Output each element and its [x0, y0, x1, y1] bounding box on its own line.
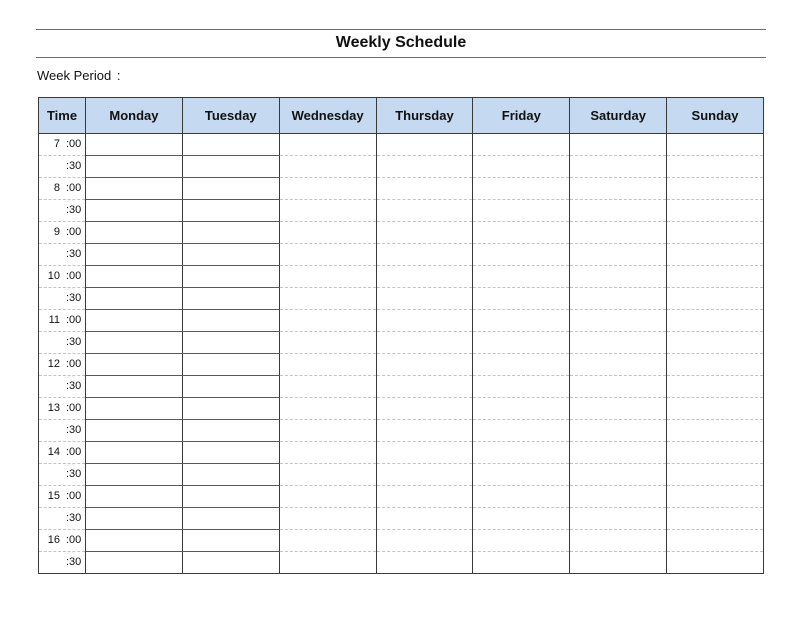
slot-tuesday[interactable] [182, 156, 279, 178]
slot-sunday[interactable] [667, 442, 764, 464]
time-slot-row [39, 508, 764, 530]
slot-sunday[interactable] [667, 178, 764, 200]
time-minute: :30 [66, 248, 82, 260]
time-minute: :00 [66, 446, 82, 458]
slot-tuesday[interactable] [182, 354, 279, 376]
time-slot-row [39, 266, 764, 288]
time-hour: 11 [48, 314, 60, 326]
slot-friday[interactable] [473, 332, 570, 354]
schedule-table [38, 97, 764, 574]
slot-wednesday[interactable] [279, 486, 376, 508]
slot-wednesday[interactable] [279, 288, 376, 310]
slot-monday[interactable] [86, 222, 183, 244]
slot-friday[interactable] [473, 310, 570, 332]
slot-saturday[interactable] [570, 464, 667, 486]
time-minute: :30 [66, 468, 82, 480]
slot-tuesday[interactable] [182, 200, 279, 222]
time-cell [39, 310, 86, 332]
slot-saturday[interactable] [570, 552, 667, 574]
slot-monday[interactable] [86, 530, 183, 552]
slot-saturday[interactable] [570, 398, 667, 420]
slot-tuesday[interactable] [182, 222, 279, 244]
slot-sunday[interactable] [667, 244, 764, 266]
slot-sunday[interactable] [667, 200, 764, 222]
slot-friday[interactable] [473, 266, 570, 288]
time-slot-row [39, 288, 764, 310]
slot-friday[interactable] [473, 508, 570, 530]
time-minute: :00 [66, 182, 82, 194]
time-cell [39, 464, 86, 486]
slot-tuesday[interactable] [182, 134, 279, 156]
slot-tuesday[interactable] [182, 508, 279, 530]
slot-friday[interactable] [473, 464, 570, 486]
time-cell [39, 244, 86, 266]
time-slot-row [39, 222, 764, 244]
time-cell [39, 442, 86, 464]
time-hour: 15 [47, 490, 60, 502]
time-hour: 10 [47, 270, 60, 282]
time-slot-row [39, 376, 764, 398]
time-cell [39, 376, 86, 398]
time-slot-row [39, 354, 764, 376]
slot-saturday[interactable] [570, 530, 667, 552]
slot-monday[interactable] [86, 288, 183, 310]
time-slot-row [39, 156, 764, 178]
time-hour: 12 [47, 358, 60, 370]
slot-thursday[interactable] [376, 134, 473, 156]
time-cell [39, 134, 86, 156]
header-row [39, 98, 764, 134]
time-slot-row [39, 420, 764, 442]
time-minute: :30 [66, 556, 82, 568]
slot-friday[interactable] [473, 552, 570, 574]
slot-monday[interactable] [86, 464, 183, 486]
slot-tuesday[interactable] [182, 266, 279, 288]
slot-saturday[interactable] [570, 200, 667, 222]
slot-monday[interactable] [86, 332, 183, 354]
slot-thursday[interactable] [376, 398, 473, 420]
slot-thursday[interactable] [376, 222, 473, 244]
header-wednesday: Wednesday [279, 98, 376, 134]
slot-monday[interactable] [86, 156, 183, 178]
time-slot-row [39, 244, 764, 266]
slot-friday[interactable] [473, 244, 570, 266]
slot-thursday[interactable] [376, 156, 473, 178]
slot-monday[interactable] [86, 420, 183, 442]
time-cell [39, 332, 86, 354]
slot-monday[interactable] [86, 310, 183, 332]
slot-wednesday[interactable] [279, 266, 376, 288]
slot-friday[interactable] [473, 376, 570, 398]
slot-wednesday[interactable] [279, 552, 376, 574]
time-hour: 16 [47, 534, 60, 546]
time-hour: 7 [53, 138, 60, 150]
slot-wednesday[interactable] [279, 420, 376, 442]
time-slot-row [39, 442, 764, 464]
time-minute: :00 [66, 314, 82, 326]
slot-thursday[interactable] [376, 178, 473, 200]
slot-monday[interactable] [86, 266, 183, 288]
time-hour: 8 [53, 182, 60, 194]
schedule-body [39, 134, 764, 574]
slot-monday[interactable] [86, 398, 183, 420]
slot-tuesday[interactable] [182, 442, 279, 464]
slot-wednesday[interactable] [279, 464, 376, 486]
slot-monday[interactable] [86, 178, 183, 200]
header-time: Time [39, 98, 86, 134]
slot-friday[interactable] [473, 156, 570, 178]
slot-sunday[interactable] [667, 530, 764, 552]
header-thursday: Thursday [376, 98, 473, 134]
slot-thursday[interactable] [376, 486, 473, 508]
slot-saturday[interactable] [570, 266, 667, 288]
slot-sunday[interactable] [667, 222, 764, 244]
header-saturday: Saturday [570, 98, 667, 134]
slot-tuesday[interactable] [182, 244, 279, 266]
slot-tuesday[interactable] [182, 332, 279, 354]
time-slot-row [39, 178, 764, 200]
slot-friday[interactable] [473, 398, 570, 420]
slot-saturday[interactable] [570, 442, 667, 464]
time-cell [39, 178, 86, 200]
slot-saturday[interactable] [570, 288, 667, 310]
week-period-text: Week Period [37, 68, 112, 83]
time-slot-row [39, 530, 764, 552]
time-cell [39, 552, 86, 574]
slot-friday[interactable] [473, 200, 570, 222]
slot-sunday[interactable] [667, 508, 764, 530]
slot-monday[interactable] [86, 486, 183, 508]
slot-sunday[interactable] [667, 398, 764, 420]
slot-tuesday[interactable] [182, 310, 279, 332]
slot-sunday[interactable] [667, 332, 764, 354]
slot-friday[interactable] [473, 442, 570, 464]
time-minute: :30 [66, 512, 82, 524]
slot-wednesday[interactable] [279, 200, 376, 222]
slot-saturday[interactable] [570, 178, 667, 200]
slot-tuesday[interactable] [182, 376, 279, 398]
slot-tuesday[interactable] [182, 420, 279, 442]
time-cell [39, 222, 86, 244]
slot-tuesday[interactable] [182, 552, 279, 574]
slot-wednesday[interactable] [279, 310, 376, 332]
slot-tuesday[interactable] [182, 464, 279, 486]
slot-thursday[interactable] [376, 310, 473, 332]
slot-monday[interactable] [86, 552, 183, 574]
slot-friday[interactable] [473, 134, 570, 156]
slot-saturday[interactable] [570, 376, 667, 398]
slot-sunday[interactable] [667, 156, 764, 178]
time-cell [39, 486, 86, 508]
time-slot-row [39, 310, 764, 332]
time-slot-row [39, 552, 764, 574]
header-friday: Friday [473, 98, 570, 134]
time-cell [39, 266, 86, 288]
slot-thursday[interactable] [376, 200, 473, 222]
slot-wednesday[interactable] [279, 376, 376, 398]
slot-tuesday[interactable] [182, 178, 279, 200]
slot-sunday[interactable] [667, 464, 764, 486]
slot-sunday[interactable] [667, 376, 764, 398]
slot-sunday[interactable] [667, 288, 764, 310]
slot-wednesday[interactable] [279, 134, 376, 156]
slot-sunday[interactable] [667, 486, 764, 508]
week-period-colon: : [116, 68, 121, 83]
slot-wednesday[interactable] [279, 244, 376, 266]
slot-sunday[interactable] [667, 266, 764, 288]
slot-thursday[interactable] [376, 376, 473, 398]
slot-saturday[interactable] [570, 156, 667, 178]
slot-wednesday[interactable] [279, 156, 376, 178]
time-slot-row [39, 134, 764, 156]
slot-friday[interactable] [473, 288, 570, 310]
slot-wednesday[interactable] [279, 222, 376, 244]
slot-tuesday[interactable] [182, 530, 279, 552]
slot-monday[interactable] [86, 508, 183, 530]
slot-monday[interactable] [86, 134, 183, 156]
slot-monday[interactable] [86, 244, 183, 266]
slot-thursday[interactable] [376, 420, 473, 442]
header-tuesday: Tuesday [182, 98, 279, 134]
time-minute: :30 [66, 336, 82, 348]
slot-saturday[interactable] [570, 134, 667, 156]
time-minute: :00 [66, 138, 82, 150]
slot-sunday[interactable] [667, 552, 764, 574]
slot-monday[interactable] [86, 354, 183, 376]
slot-sunday[interactable] [667, 354, 764, 376]
slot-saturday[interactable] [570, 486, 667, 508]
slot-monday[interactable] [86, 376, 183, 398]
slot-tuesday[interactable] [182, 398, 279, 420]
slot-wednesday[interactable] [279, 398, 376, 420]
slot-thursday[interactable] [376, 266, 473, 288]
slot-friday[interactable] [473, 420, 570, 442]
time-minute: :30 [66, 204, 82, 216]
header-sunday: Sunday [667, 98, 764, 134]
title-rule-top [36, 29, 766, 30]
slot-friday[interactable] [473, 222, 570, 244]
time-minute: :30 [66, 380, 82, 392]
slot-thursday[interactable] [376, 508, 473, 530]
slot-monday[interactable] [86, 442, 183, 464]
slot-thursday[interactable] [376, 530, 473, 552]
slot-wednesday[interactable] [279, 508, 376, 530]
slot-sunday[interactable] [667, 420, 764, 442]
slot-wednesday[interactable] [279, 354, 376, 376]
time-cell [39, 508, 86, 530]
slot-saturday[interactable] [570, 244, 667, 266]
time-minute: :00 [66, 358, 82, 370]
slot-wednesday[interactable] [279, 178, 376, 200]
time-minute: :30 [66, 424, 82, 436]
page-title: Weekly Schedule [335, 34, 467, 51]
time-slot-row [39, 200, 764, 222]
slot-wednesday[interactable] [279, 332, 376, 354]
slot-friday[interactable] [473, 486, 570, 508]
header-monday: Monday [86, 98, 183, 134]
time-minute: :00 [66, 270, 82, 282]
time-slot-row [39, 464, 764, 486]
slot-wednesday[interactable] [279, 442, 376, 464]
time-minute: :00 [66, 226, 82, 238]
time-cell [39, 420, 86, 442]
slot-thursday[interactable] [376, 552, 473, 574]
time-minute: :00 [66, 490, 82, 502]
time-cell [39, 354, 86, 376]
title-rule-bottom [36, 57, 766, 58]
time-cell [39, 530, 86, 552]
slot-thursday[interactable] [376, 464, 473, 486]
time-minute: :00 [66, 534, 82, 546]
time-cell [39, 398, 86, 420]
time-slot-row [39, 486, 764, 508]
slot-sunday[interactable] [667, 134, 764, 156]
time-slot-row [39, 332, 764, 354]
slot-thursday[interactable] [376, 354, 473, 376]
time-minute: :00 [66, 402, 82, 414]
time-hour: 9 [53, 226, 60, 238]
slot-saturday[interactable] [570, 508, 667, 530]
slot-thursday[interactable] [376, 332, 473, 354]
time-cell [39, 156, 86, 178]
time-minute: :30 [66, 160, 82, 172]
slot-tuesday[interactable] [182, 288, 279, 310]
slot-friday[interactable] [473, 354, 570, 376]
time-hour: 13 [47, 402, 60, 414]
time-cell [39, 200, 86, 222]
slot-thursday[interactable] [376, 442, 473, 464]
slot-saturday[interactable] [570, 310, 667, 332]
slot-saturday[interactable] [570, 222, 667, 244]
slot-saturday[interactable] [570, 332, 667, 354]
slot-friday[interactable] [473, 530, 570, 552]
time-cell [39, 288, 86, 310]
slot-thursday[interactable] [376, 244, 473, 266]
time-slot-row [39, 398, 764, 420]
slot-wednesday[interactable] [279, 530, 376, 552]
time-hour: 14 [47, 446, 60, 458]
slot-saturday[interactable] [570, 354, 667, 376]
time-minute: :30 [66, 292, 82, 304]
slot-thursday[interactable] [376, 288, 473, 310]
slot-monday[interactable] [86, 200, 183, 222]
slot-sunday[interactable] [667, 310, 764, 332]
slot-tuesday[interactable] [182, 486, 279, 508]
week-period-label [37, 67, 120, 85]
slot-saturday[interactable] [570, 420, 667, 442]
slot-friday[interactable] [473, 178, 570, 200]
